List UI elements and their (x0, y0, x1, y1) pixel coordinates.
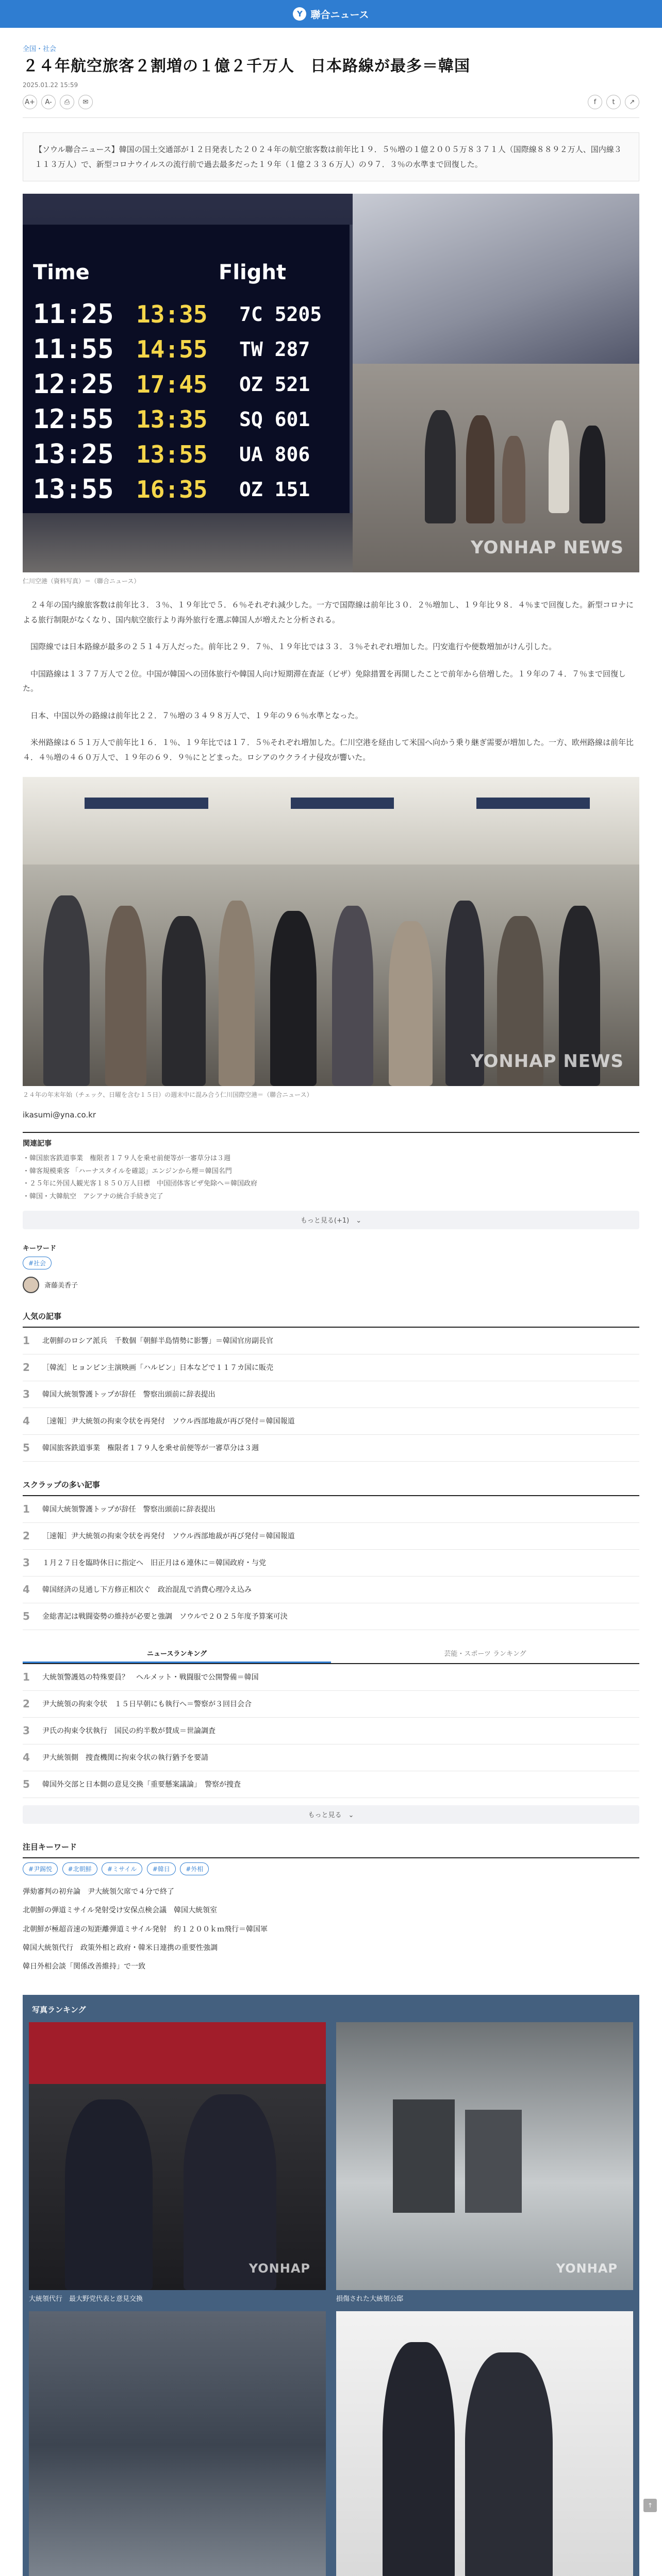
trend-tag-list (23, 1858, 639, 1875)
twitter-share-icon[interactable]: t (606, 95, 621, 109)
traveler-figure (549, 420, 569, 513)
photo-watermark: YONHAP (556, 2261, 618, 2276)
board-time: 12:25 (33, 369, 114, 400)
rank-number: 3 (23, 1724, 30, 1737)
popular-item[interactable] (23, 1354, 639, 1381)
traveler-figure (219, 901, 255, 1086)
board-row (33, 437, 342, 472)
trend-link[interactable]: 北朝鮮の弾道ミサイル発射受け安保点検会議 韓国大統領室 (23, 1906, 218, 1915)
terminal-ceiling (23, 777, 639, 865)
board-arrival: 13:35 (136, 405, 208, 433)
author-block[interactable] (23, 1277, 639, 1293)
scrap-item-text: ［速報］尹大統領の拘束令状を再発付 ソウル西部地裁が再び発付＝韓国報道 (42, 1532, 295, 1541)
photo-watermark: YONHAP (249, 2261, 310, 2276)
trend-link[interactable]: 弾劾審判の初弁論 尹大統領欠席で４分で終了 (23, 1887, 174, 1896)
popular-item[interactable] (23, 1381, 639, 1408)
traveler-figure (270, 911, 317, 1086)
article-paragraph: 中国路線は１３７７万人で２位。中国が韓国への団体旅行や韓国人向け短期滞在査証（ビザ）免除措置を再開したことで前年から倍増した。１９年の７４．７％まで回復した。 (23, 669, 626, 693)
ranking-item[interactable] (23, 1664, 639, 1691)
trend-link[interactable]: 韓国大統領代行 政策外相と政府・韓米日連携の重要性強調 (23, 1943, 218, 1952)
ranking-item[interactable] (23, 1718, 639, 1744)
facebook-share-icon[interactable]: f (588, 95, 602, 109)
popular-item-text: ［韓流］ヒョンビン主演映画「ハルビン」日本などで１１７カ国に販売 (42, 1364, 273, 1372)
scrap-item[interactable] (23, 1577, 639, 1603)
keyword-tag[interactable]: #社会 (23, 1257, 52, 1269)
ranking-item-text: 韓国外交部と日本側の意見交換「重要懸案議論」 警察が捜査 (42, 1781, 241, 1789)
section-title: スクラップの多い記事 (23, 1479, 639, 1496)
ranking-item-text: 尹大統領側 捜査機関に拘束令状の執行猶予を要請 (42, 1754, 208, 1762)
ranking-item[interactable] (23, 1744, 639, 1771)
traveler-figure (105, 906, 146, 1086)
board-time: 13:55 (33, 474, 114, 505)
logo-text: 聯合ニュース (310, 9, 369, 21)
article-paragraph: 国際線では日本路線が最多の２５１４万人だった。前年比２９．７％、１９年比では３３．３％それぞれ増加した。円安進行や便数増加がけん引した。 (23, 642, 557, 651)
person-figure (465, 2352, 553, 2576)
photo-card[interactable] (336, 2022, 633, 2303)
terminal-sign (476, 798, 590, 809)
rank-number: 3 (23, 1556, 30, 1569)
board-flight: TW 287 (239, 338, 310, 361)
ranking-more-button[interactable]: もっと見る ⌄ (23, 1805, 639, 1824)
scrap-item[interactable] (23, 1496, 639, 1523)
popular-item-text: ［速報］尹大統領の拘束令状を再発付 ソウル西部地裁が再び発付＝韓国報道 (42, 1417, 295, 1426)
board-time: 12:55 (33, 404, 114, 435)
board-time: 11:55 (33, 334, 114, 365)
photo-watermark: YONHAP NEWS (471, 537, 624, 558)
traveler-figure (466, 415, 494, 523)
board-row (33, 297, 342, 332)
related-more-button[interactable]: もっと見る(+1) ⌄ (23, 1211, 639, 1229)
board-row (33, 332, 342, 367)
photo-ranking (23, 1995, 639, 2576)
trend-link[interactable]: 韓日外相会談「関係改善維持」で一致 (23, 1962, 145, 1971)
photo-caption: 仁川空港（資料写真）＝（聯合ニュース） (23, 578, 140, 585)
popular-item-text: 北朝鮮のロシア派兵 千数個「朝鮮半島情勢に影響」＝韓国官房副長官 (42, 1337, 273, 1346)
photo-caption: ２４年の年末年始（チェック、日曜を含む１５日）の週末中に混み合う仁川国際空港＝（聯合ニュース） (23, 1091, 313, 1098)
terminal-sign (291, 798, 394, 809)
terminal-ceiling (353, 194, 639, 364)
mail-icon[interactable]: ✉ (78, 95, 93, 109)
scrap-item[interactable] (23, 1523, 639, 1550)
author-name: 斎藤美香子 (44, 1282, 78, 1290)
person-figure (65, 2099, 153, 2290)
board-arrival: 16:35 (136, 476, 208, 503)
rank-number: 2 (23, 1530, 30, 1543)
article-paragraph: 日本、中国以外の路線は前年比２２．７％増の３４９８万人で、１９年の９６％水準となった。 (23, 710, 363, 720)
rank-number: 5 (23, 1778, 30, 1791)
related-link[interactable]: ・韓国・大韓航空 アシアナの統合手続き完了 (23, 1193, 163, 1201)
news-ranking (23, 1664, 639, 1824)
rank-number: 5 (23, 1442, 30, 1454)
board-heading-time: Time (33, 261, 90, 284)
rank-number: 4 (23, 1751, 30, 1764)
ranking-tabs (23, 1646, 639, 1664)
photo-card[interactable] (29, 2022, 326, 2303)
font-increase-button[interactable]: A+ (23, 95, 37, 109)
ranking-item-text: 尹氏の拘束令状執行 国民の約半数が賛成＝世論調査 (42, 1727, 216, 1736)
related-articles (23, 1132, 639, 1229)
traveler-figure (332, 906, 373, 1086)
photo-card-image (29, 2311, 326, 2576)
traveler-figure (389, 921, 433, 1086)
divider (23, 117, 639, 118)
site-logo[interactable] (293, 7, 369, 21)
photo-card-image (29, 2022, 326, 2290)
board-time: 11:25 (33, 299, 114, 330)
tab-entertainment-ranking[interactable]: 芸能・スポーツ ランキング (444, 1650, 526, 1658)
board-arrival: 13:55 (136, 440, 208, 468)
breadcrumb[interactable]: 全国・社会 (23, 45, 57, 53)
author-avatar (23, 1277, 39, 1293)
trend-tag[interactable]: #尹錫悦 (23, 1862, 58, 1875)
scrap-articles (23, 1479, 639, 1630)
rank-number: 3 (23, 1388, 30, 1401)
scrap-item-text: 金総書記は戦闘姿勢の維持が必要と強調 ソウルで２０２５年度予算案可決 (42, 1613, 288, 1621)
person-figure (184, 2094, 276, 2290)
photo-card[interactable] (29, 2311, 326, 2576)
board-time: 13:25 (33, 439, 114, 470)
article-lead: 【ソウル聯合ニュース】韓国の国土交通部が１２日発表した２０２４年の航空旅客数は前年比１９．５％増の１億２００５万８３７１人（国際線８８９２万人、国内線３１１３万人）で、新型コロナウイルスの流行前で過去最多だった１９年（１億２３３６万人）の９７．３％の水準まで回復した。 (23, 132, 639, 181)
board-row (33, 472, 342, 507)
traveler-figure (162, 916, 206, 1086)
photo-card-image (336, 2022, 633, 2290)
scrap-item-text: 韓国経済の見通し下方修正相次ぐ 政治混乱で消費心理冷え込み (42, 1586, 252, 1595)
rank-number: 5 (23, 1610, 30, 1623)
board-flight: SQ 601 (239, 408, 310, 431)
related-link[interactable]: ・韓国旅客鉄道事業 権限者１７９人を乗せ前便等が一審草分は３週 (23, 1155, 231, 1162)
person-figure (383, 2342, 455, 2576)
rank-number: 4 (23, 1415, 30, 1428)
ranking-item-text: 大統領警護処の特殊要員？ ヘルメット・戦闘服で公開警備＝韓国 (42, 1673, 259, 1682)
article-photo-crowded-terminal (23, 777, 639, 1086)
trend-keywords (23, 1841, 639, 1976)
tab-news-ranking[interactable]: ニュースランキング (23, 1646, 331, 1663)
board-row (33, 402, 342, 437)
scroll-top-button[interactable]: ↑ (643, 2499, 657, 2512)
trend-tag[interactable]: #北朝鮮 (62, 1862, 97, 1875)
print-icon[interactable]: ⎙ (60, 95, 74, 109)
popular-item[interactable] (23, 1408, 639, 1435)
board-arrival: 13:35 (136, 300, 208, 328)
font-decrease-button[interactable]: A- (41, 95, 56, 109)
related-link[interactable]: ・２５年に外国人観光客１８５０万人目標 中国団体客ビザ免除へ＝韓国政府 (23, 1180, 258, 1188)
trend-link[interactable]: 北朝鮮が極超音速の短距離弾道ミサイル発射 約１２００ｋｍ飛行＝韓国軍 (23, 1925, 268, 1934)
article-container (23, 43, 639, 2576)
trend-tag[interactable]: #韓日 (147, 1862, 176, 1875)
photo-card[interactable] (336, 2311, 633, 2576)
ranking-item[interactable] (23, 1771, 639, 1798)
board-heading-flight: Flight (219, 261, 286, 284)
rank-number: 2 (23, 1361, 30, 1374)
rank-number: 4 (23, 1583, 30, 1596)
popular-item-text: 韓国旅客鉄道事業 権限者１７９人を乗せ前便等が一審草分は３週 (42, 1444, 259, 1453)
departure-board (23, 225, 353, 513)
popular-articles (23, 1311, 639, 1462)
trend-tag[interactable]: #外相 (180, 1862, 209, 1875)
terminal-sign (85, 798, 208, 809)
photo-watermark: YONHAP NEWS (471, 1051, 624, 1072)
rank-number: 1 (23, 1503, 30, 1516)
board-row (33, 367, 342, 402)
article-headline: ２４年航空旅客２割増の１億２千万人 日本路線が最多＝韓国 (23, 57, 470, 75)
article-datetime: 2025.01.22 15:59 (23, 81, 78, 89)
backdrop-banner (29, 2022, 326, 2084)
keyword-title: キーワード (23, 1244, 57, 1252)
bus-shape (393, 2099, 455, 2213)
article-photo-departure-board (23, 194, 639, 572)
section-title: 注目キーワード (23, 1841, 639, 1858)
board-flight: OZ 521 (239, 373, 310, 396)
photo-ranking-title: 写真ランキング (32, 2005, 86, 2014)
board-flight: UA 806 (239, 443, 310, 466)
article-paragraph: 米州路線は６５１万人で前年比１６．１％、１９年比では１７．５％それぞれ増加した。仁川空港を経由して米国へ向かう乗り継ぎ需要が増加した。一方、欧州路線は前年比４．４％増の４６０万人で、１９年の６９．９％にとどまった。ロシアのウクライナ侵攻が響いた。 (23, 738, 634, 762)
article-paragraph: ２４年の国内線旅客数は前年比３．３％、１９年比で５．６％それぞれ減少した。一方で国際線は前年比３０．２％増加し、１９年比９８．４％まで回復した。新型コロナによる旅行制限がなくなり、国内航空旅行より海外旅行を選ぶ韓国人が増えたと分析される。 (23, 600, 634, 624)
ranking-item[interactable] (23, 1691, 639, 1718)
share-icon[interactable]: ↗ (625, 95, 639, 109)
rank-number: 1 (23, 1334, 30, 1347)
top-header (0, 0, 662, 28)
photo-card-image (336, 2311, 633, 2576)
scrap-item[interactable] (23, 1550, 639, 1577)
rank-number: 1 (23, 1671, 30, 1684)
traveler-figure (580, 426, 605, 523)
popular-item[interactable] (23, 1328, 639, 1354)
scrap-item-text: 韓国大統領警護トップが辞任 警察出頭前に辞表提出 (42, 1505, 216, 1514)
board-arrival: 14:55 (136, 335, 208, 363)
reporter-email[interactable]: ikasumi@yna.co.kr (23, 1110, 96, 1120)
bus-shape (465, 2110, 522, 2213)
section-title: 人気の記事 (23, 1311, 639, 1328)
trend-tag[interactable]: #ミサイル (102, 1862, 142, 1875)
traveler-figure (425, 410, 456, 523)
board-flight: OZ 151 (239, 478, 310, 501)
related-link[interactable]: ・韓客規模乗客 「ハーナスタイルを確認」エンジンから煙＝韓国名門 (23, 1167, 232, 1175)
logo-mark-icon: Y (293, 7, 306, 21)
board-flight: 7C 5205 (239, 303, 322, 326)
popular-item[interactable] (23, 1435, 639, 1462)
article-toolbar (23, 95, 639, 109)
related-title: 関連記事 (23, 1140, 52, 1148)
rank-number: 2 (23, 1698, 30, 1710)
ranking-item-text: 尹大統領の拘束令状 １５日早朝にも執行へ＝警察が３回目会合 (42, 1700, 252, 1709)
traveler-figure (43, 895, 90, 1086)
board-arrival: 17:45 (136, 370, 208, 398)
traveler-figure (502, 436, 525, 523)
photo-card-caption: 大統領代行 最大野党代表と意見交換 (29, 2295, 143, 2303)
scrap-item-text: １月２７日を臨時休日に指定へ 旧正月は６連休に＝韓国政府・与党 (42, 1559, 266, 1568)
scrap-item[interactable] (23, 1603, 639, 1630)
photo-card-caption: 損傷された大統領公邸 (336, 2295, 404, 2303)
popular-item-text: 韓国大統領警護トップが辞任 警察出頭前に辞表提出 (42, 1391, 216, 1399)
